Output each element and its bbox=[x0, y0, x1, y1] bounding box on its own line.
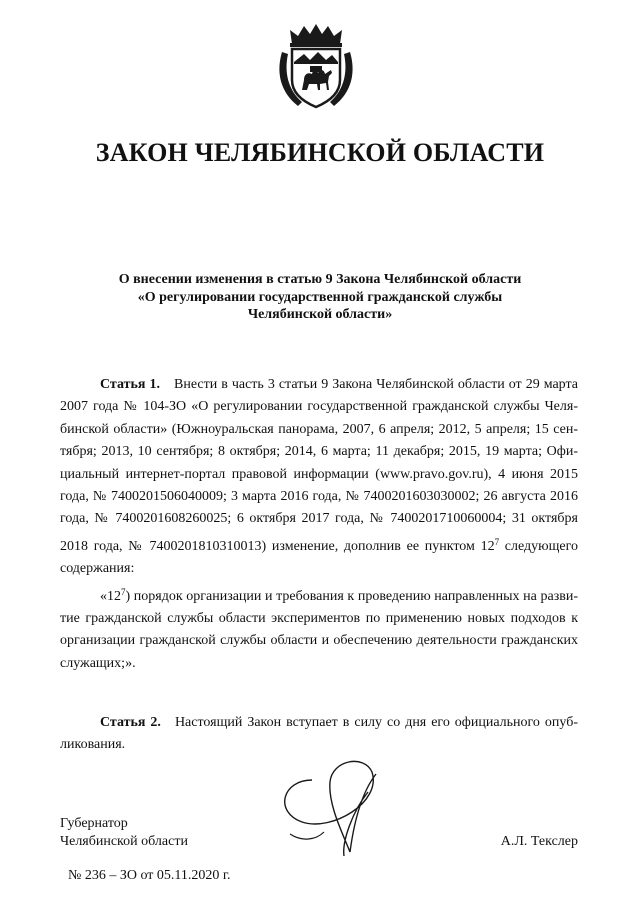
article-1-text: Внести в часть 3 статьи 9 Закона Челябинской области от 29 марта 2007 года № 104-ЗО «О регулировании государственной гражданской службы Челябинской области» (Южноуральская панорама, 2007, 6 апреля; 2012, 5 апреля; 15 сентября; 2013, 10 сентября; 8 октября; 2014, 6 марта; 11 декабря; 2015, 19 марта; Официальный интернет-портал правовой информации (www.pravo.gov.ru), 4 июня 2015 года, № 7400201506040009; 3 марта 2016 года, № 7400201603030002; 26 августа 2016 года, № 7400201608260025; 6 октября 2017 года, № 7400201710060004; 31 октября 2018 года, № 7400201810310013) изменение, дополнив ее пунктом 12 bbox=[60, 377, 578, 554]
subject-line: О внесении изменения в статью 9 Закона Челябинской области bbox=[118, 272, 522, 287]
subject-line: Челябинской области» bbox=[247, 307, 393, 322]
signer-position-line: Челябинской области bbox=[60, 834, 188, 849]
signer-name: А.Л. Текслер bbox=[500, 834, 578, 849]
signer-position-line: Губернатор bbox=[60, 816, 128, 831]
quote-open: «12 bbox=[100, 588, 121, 604]
article-1-quote bbox=[60, 581, 578, 676]
article-1-paragraph bbox=[60, 374, 578, 581]
quote-text: ) порядок организации и требования к проведению направленных на развитие гражданской службы области экспериментов по применению новых подходов к организации гражданской службы области и обеспечению деятельности гражданских служащих;». bbox=[60, 588, 578, 671]
superscript: 7 bbox=[121, 586, 126, 597]
signer-position bbox=[60, 815, 188, 851]
article-1-label: Статья 1. bbox=[100, 377, 160, 392]
article-2-label: Статья 2. bbox=[100, 715, 161, 730]
law-number: № 236 – ЗО от 05.11.2020 г. bbox=[68, 868, 231, 883]
article-1-text-end: следующего содержания: bbox=[60, 538, 579, 577]
article-2-paragraph bbox=[60, 712, 578, 757]
article-2-text: Настоящий Закон вступает в силу со дня его официального опубликования. bbox=[60, 715, 578, 753]
article-1 bbox=[60, 374, 578, 675]
handwritten-signature bbox=[272, 752, 392, 862]
article-2 bbox=[60, 712, 578, 757]
law-subject bbox=[60, 271, 580, 324]
subject-line: «О регулировании государственной гражданской службы bbox=[137, 289, 503, 305]
superscript: 7 bbox=[494, 536, 500, 547]
law-title: ЗАКОН ЧЕЛЯБИНСКОЙ ОБЛАСТИ bbox=[95, 138, 545, 167]
chelyabinsk-coat-of-arms-icon bbox=[276, 22, 356, 112]
